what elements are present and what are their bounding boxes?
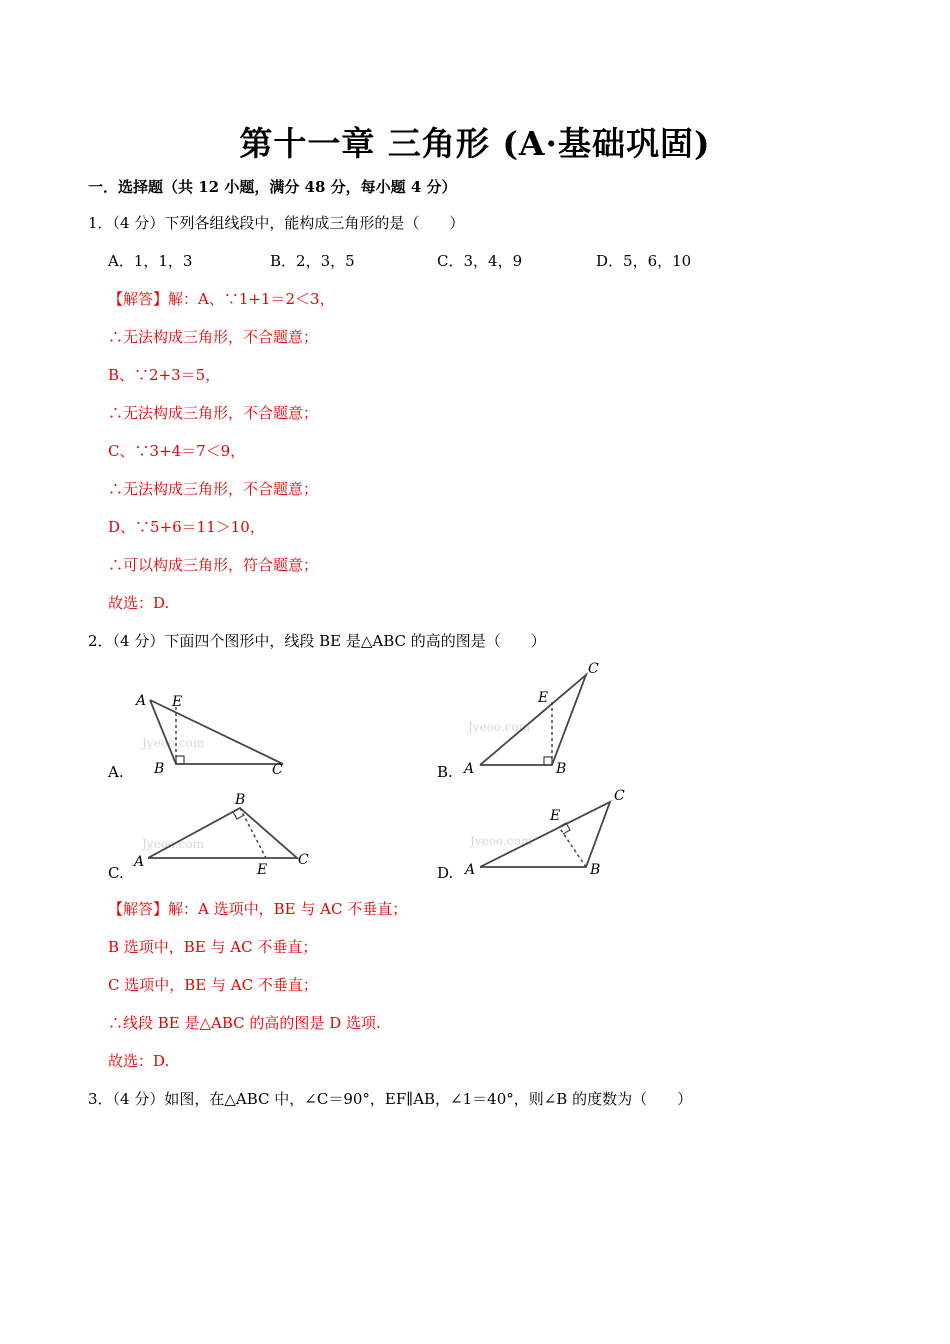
q2-answer-line-1: 【解答】解：A 选项中，BE 与 AC 不垂直； xyxy=(108,900,408,918)
page-title: 第十一章 三角形 (A·基础巩固) xyxy=(239,124,711,163)
vertex-label-a: A xyxy=(136,693,147,709)
vertex-label-b: B xyxy=(154,761,165,777)
vertex-label-e: E xyxy=(257,862,268,878)
vertex-label-e: E xyxy=(172,694,183,710)
q2-figure-c xyxy=(132,790,317,882)
watermark-text: Jyeoo.com xyxy=(142,736,205,750)
q1-answer-line-8: ∴可以构成三角形，符合题意； xyxy=(108,556,319,574)
vertex-label-c: C xyxy=(298,852,309,868)
watermark-text: Jyeoo.com xyxy=(468,720,531,734)
q2-figure-d xyxy=(462,785,637,882)
triangle xyxy=(150,700,283,764)
q2-option-d-label: D. xyxy=(437,864,454,882)
vertex-label-b: B xyxy=(590,862,601,878)
section-heading: 一．选择题（共 12 小题，满分 48 分，每小题 4 分） xyxy=(88,178,457,196)
vertex-label-a: A xyxy=(465,862,476,878)
q1-answer-line-5: C、∵3+4＝7＜9， xyxy=(108,442,246,460)
q1-answer-line-3: B、∵2+3＝5， xyxy=(108,366,221,384)
q1-option-b: B．2，3，5 xyxy=(270,252,355,270)
right-angle-mark xyxy=(233,812,244,819)
vertex-label-e: E xyxy=(550,808,561,824)
vertex-label-a: A xyxy=(134,854,145,870)
q2-answer-line-4: ∴线段 BE 是△ABC 的高的图是 D 选项. xyxy=(108,1014,381,1032)
q2-option-a-label: A. xyxy=(108,763,124,781)
question-3-stem: 3．（4 分）如图，在△ABC 中，∠C＝90°，EF∥AB，∠1＝40°，则∠B 的度数为（ ） xyxy=(88,1090,693,1108)
q1-answer-line-4: ∴无法构成三角形，不合题意； xyxy=(108,404,319,422)
q1-answer-line-1: 【解答】解：A、∵1+1＝2＜3， xyxy=(108,290,335,308)
q1-option-a: A．1，1，3 xyxy=(108,252,193,270)
question-1-stem: 1．（4 分）下列各组线段中，能构成三角形的是（ ） xyxy=(88,214,465,232)
segment-be xyxy=(559,827,586,867)
watermark-text: Jyeoo.com xyxy=(470,834,533,848)
question-2-stem: 2．（4 分）下面四个图形中，线段 BE 是△ABC 的高的图是（ ） xyxy=(88,632,546,650)
q1-answer-line-2: ∴无法构成三角形，不合题意； xyxy=(108,328,319,346)
vertex-label-b: B xyxy=(235,792,246,808)
right-angle-mark xyxy=(176,756,184,764)
q1-option-d: D．5，6，10 xyxy=(596,252,692,270)
right-angle-mark xyxy=(544,757,552,765)
q2-answer-line-2: B 选项中，BE 与 AC 不垂直； xyxy=(108,938,318,956)
vertex-label-c: C xyxy=(614,788,625,804)
q2-answer-line-5: 故选：D. xyxy=(108,1052,170,1070)
vertex-label-b: B xyxy=(556,761,567,777)
q1-option-c: C．3，4，9 xyxy=(437,252,523,270)
vertex-label-e: E xyxy=(538,690,549,706)
q2-figure-a xyxy=(128,685,298,780)
q1-answer-line-7: D、∵5+6＝11＞10， xyxy=(108,518,265,536)
q1-answer-line-9: 故选：D. xyxy=(108,594,170,612)
watermark-text: Jyeoo.com xyxy=(142,837,205,851)
q2-option-c-label: C. xyxy=(108,864,124,882)
vertex-label-c: C xyxy=(588,661,599,677)
q1-answer-line-6: ∴无法构成三角形，不合题意； xyxy=(108,480,319,498)
answer-tag: 【解答】 xyxy=(108,290,169,308)
q2-figure-b xyxy=(460,655,610,780)
vertex-label-a: A xyxy=(464,761,475,777)
q2-answer-line-3: C 选项中，BE 与 AC 不垂直； xyxy=(108,976,318,994)
answer-tag: 【解答】 xyxy=(108,900,169,918)
vertex-label-c: C xyxy=(272,762,283,778)
q2-option-b-label: B. xyxy=(437,763,453,781)
